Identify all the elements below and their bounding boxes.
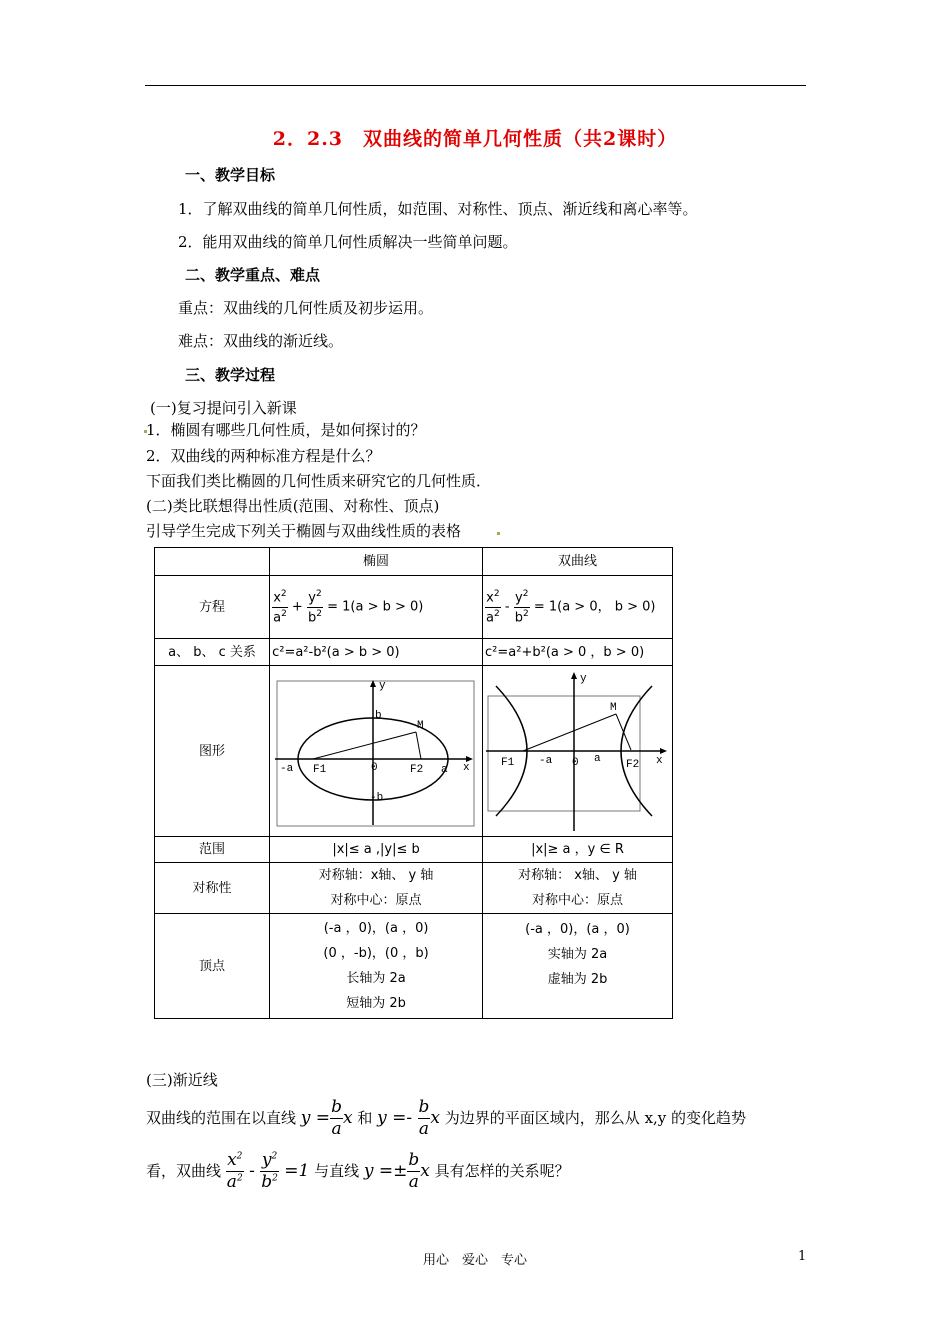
ellipse-vertex-1: (-a ，0)，(a ，0) <box>323 921 429 936</box>
row-equation <box>155 576 673 639</box>
hyperbola-vertex-1: (-a ，0)，(a ，0) <box>525 922 630 937</box>
row-symmetry-label: 对称性 <box>155 863 270 914</box>
label-f2: F2 <box>409 764 423 776</box>
asymptote-text-1a: 双曲线的范围在以直线 <box>146 1109 297 1127</box>
row-range <box>155 837 673 863</box>
page-number: 1 <box>798 1249 807 1264</box>
subsection-analogy: (二)类比联想得出性质(范围、对称性、顶点) <box>146 497 440 515</box>
goal-item-2: 2．能用双曲线的简单几何性质解决一些简单问题。 <box>178 233 518 251</box>
fraction-y2-b2: $\frac{y^2}{b^2}$ <box>261 1150 278 1192</box>
label-a: a <box>440 764 448 776</box>
label-f1: F1 <box>500 757 514 769</box>
line-equation-negative: y =- $\frac{b}{a}$ x <box>377 1097 441 1139</box>
fraction-x2-a2: $\frac{x^2}{a^2}$ <box>226 1150 243 1192</box>
ellipse-graph-cell <box>270 666 483 837</box>
row-equation-label: 方程 <box>155 576 270 639</box>
question-1: 1．椭圆有哪些几何性质，是如何探讨的？ <box>146 421 426 439</box>
hyperbola-graph <box>486 668 670 834</box>
label-m: M <box>609 702 617 714</box>
fraction-b-a: $\frac{b}{a}$ <box>408 1150 420 1192</box>
label-m: M <box>416 720 424 732</box>
ellipse-major-axis: 长轴为 2a <box>346 971 406 986</box>
x-arrow-icon <box>660 748 667 754</box>
row-symmetry <box>155 863 673 914</box>
ellipse-symmetry <box>270 863 483 914</box>
ellipse-graph <box>273 670 480 832</box>
asymptote-text-1c: 为边界的平面区域内，那么从 x,y 的变化趋势 <box>444 1109 747 1127</box>
hyperbola-imaginary-axis: 虚轴为 2b <box>547 972 608 987</box>
hyperbola-symmetry <box>483 863 673 914</box>
asymptote-text-1b: 和 <box>357 1109 373 1127</box>
line-equation-positive: y = $\frac{b}{a}$ x <box>300 1097 353 1139</box>
hyperbola-symmetry-center: 对称中心：原点 <box>532 893 624 908</box>
fraction-b-a: $\frac{b}{a}$ <box>418 1097 430 1139</box>
hyperbola-equation: $\frac{x^2}{a^2}$ - $\frac{y^2}{b^2}$ = 1(a > 0， b > 0) <box>483 576 673 639</box>
hyperbola-abc: c²=a²+b²(a > 0 ，b > 0) <box>483 639 673 666</box>
hyperbola-vertex <box>483 914 673 1019</box>
section-heading-key-points: 二、教学重点、难点 <box>185 266 321 284</box>
analogy-intro: 下面我们类比椭圆的几何性质来研究它的几何性质． <box>146 472 492 490</box>
label-origin: 0 <box>370 762 378 774</box>
hyperbola-range: |x|≥ a ，y ∈ R <box>483 837 673 863</box>
line-equation-plus-minus: y =± $\frac{b}{a}$ x <box>363 1150 430 1192</box>
ellipse-vertex <box>270 914 483 1019</box>
hyperbola-symmetry-axis: 对称轴： x轴、 y 轴 <box>518 868 637 883</box>
row-vertex <box>155 914 673 1019</box>
ellipse-equation: $\frac{x^2}{a^2}$ + $\frac{y^2}{b^2}$ = 1(a > b > 0) <box>270 576 483 639</box>
section-heading-process: 三、教学过程 <box>185 366 276 384</box>
label-f2: F2 <box>625 759 639 771</box>
asymptote-text-2a: 看，双曲线 <box>146 1162 222 1180</box>
ellipse-range: |x|≤ a ,|y|≤ b <box>270 837 483 863</box>
subsection-asymptote: (三)渐近线 <box>146 1071 218 1089</box>
question-2: 2．双曲线的两种标准方程是什么？ <box>146 447 381 465</box>
ellipse-minor-axis: 短轴为 2b <box>346 996 406 1011</box>
label-b: b <box>374 710 382 722</box>
asymptote-line-2 <box>146 1149 570 1193</box>
graph-frame <box>277 681 474 826</box>
goal-item-1: 1．了解双曲线的简单几何性质，如范围、对称性、顶点、渐近线和离心率等。 <box>178 200 698 218</box>
label-y: y <box>579 673 587 685</box>
difficult-point: 难点：双曲线的渐近线。 <box>178 332 344 350</box>
marker-dot <box>497 532 500 535</box>
graph-frame <box>488 696 640 811</box>
fraction-b-a: $\frac{b}{a}$ <box>331 1097 342 1139</box>
row-abc <box>155 639 673 666</box>
label-a: a <box>593 753 601 765</box>
fraction-x2-a2: $\frac{x^2}{a^2}$ <box>486 589 500 625</box>
hyperbola-equation-rhs: = 1(a > 0， b > 0) <box>533 599 656 615</box>
label-y: y <box>378 680 386 692</box>
label-neg-a: -a <box>538 755 552 767</box>
table-header-row <box>155 548 673 576</box>
comparison-table <box>154 547 673 1019</box>
focal-radius-f2 <box>416 732 421 759</box>
focal-radius-f1 <box>313 732 416 759</box>
fraction-y2-b2: $\frac{y^2}{b^2}$ <box>514 589 529 625</box>
ellipse-abc: c²=a²-b²(a > b > 0) <box>270 639 483 666</box>
section-heading-goals: 一、教学目标 <box>185 166 276 184</box>
label-f1: F1 <box>312 764 326 776</box>
row-abc-label: a、 b、 c 关系 <box>155 639 270 666</box>
focal-radius-f1 <box>523 714 616 751</box>
hyperbola-graph-cell <box>483 666 673 837</box>
header-ellipse: 椭圆 <box>270 548 483 576</box>
label-neg-a: -a <box>279 763 293 775</box>
ellipse-symmetry-center: 对称中心：原点 <box>330 893 422 908</box>
fraction-x2-a2: $\frac{x^2}{a^2}$ <box>273 589 287 625</box>
row-graph <box>155 666 673 837</box>
asymptote-text-2c: 具有怎样的关系呢？ <box>434 1162 570 1180</box>
header-hyperbola: 双曲线 <box>483 548 673 576</box>
label-neg-b: -b <box>369 792 383 804</box>
header-rule <box>145 85 806 86</box>
asymptote-line-1 <box>146 1096 746 1140</box>
label-x: x <box>462 762 470 774</box>
table-intro: 引导学生完成下列关于椭圆与双曲线性质的表格 <box>146 522 462 540</box>
header-empty <box>155 548 270 576</box>
key-point: 重点：双曲线的几何性质及初步运用。 <box>178 299 434 317</box>
hyperbola-equation-inline: $\frac{x^2}{a^2}$ - $\frac{y^2}{b^2}$ =1 <box>226 1150 310 1192</box>
row-vertex-label: 顶点 <box>155 914 270 1019</box>
y-arrow-icon <box>571 672 577 679</box>
label-x: x <box>655 755 663 767</box>
ellipse-symmetry-axis: 对称轴：x轴、 y 轴 <box>318 868 434 883</box>
row-range-label: 范围 <box>155 837 270 863</box>
ellipse-equation-rhs: = 1(a > b > 0) <box>327 599 424 615</box>
label-origin: 0 <box>571 757 579 769</box>
asymptote-text-2b: 与直线 <box>314 1162 360 1180</box>
subsection-review: (一)复习提问引入新课 <box>150 399 297 417</box>
fraction-y2-b2: $\frac{y^2}{b^2}$ <box>307 589 322 625</box>
hyperbola-real-axis: 实轴为 2a <box>547 947 608 962</box>
page-footer: 用心 爱心 专心 <box>422 1253 527 1268</box>
row-graph-label: 图形 <box>155 666 270 837</box>
page-title: 2．2.3 双曲线的简单几何性质（共2课时） <box>272 128 678 150</box>
ellipse-vertex-2: (0 ，-b)，(0 ，b) <box>323 946 429 961</box>
